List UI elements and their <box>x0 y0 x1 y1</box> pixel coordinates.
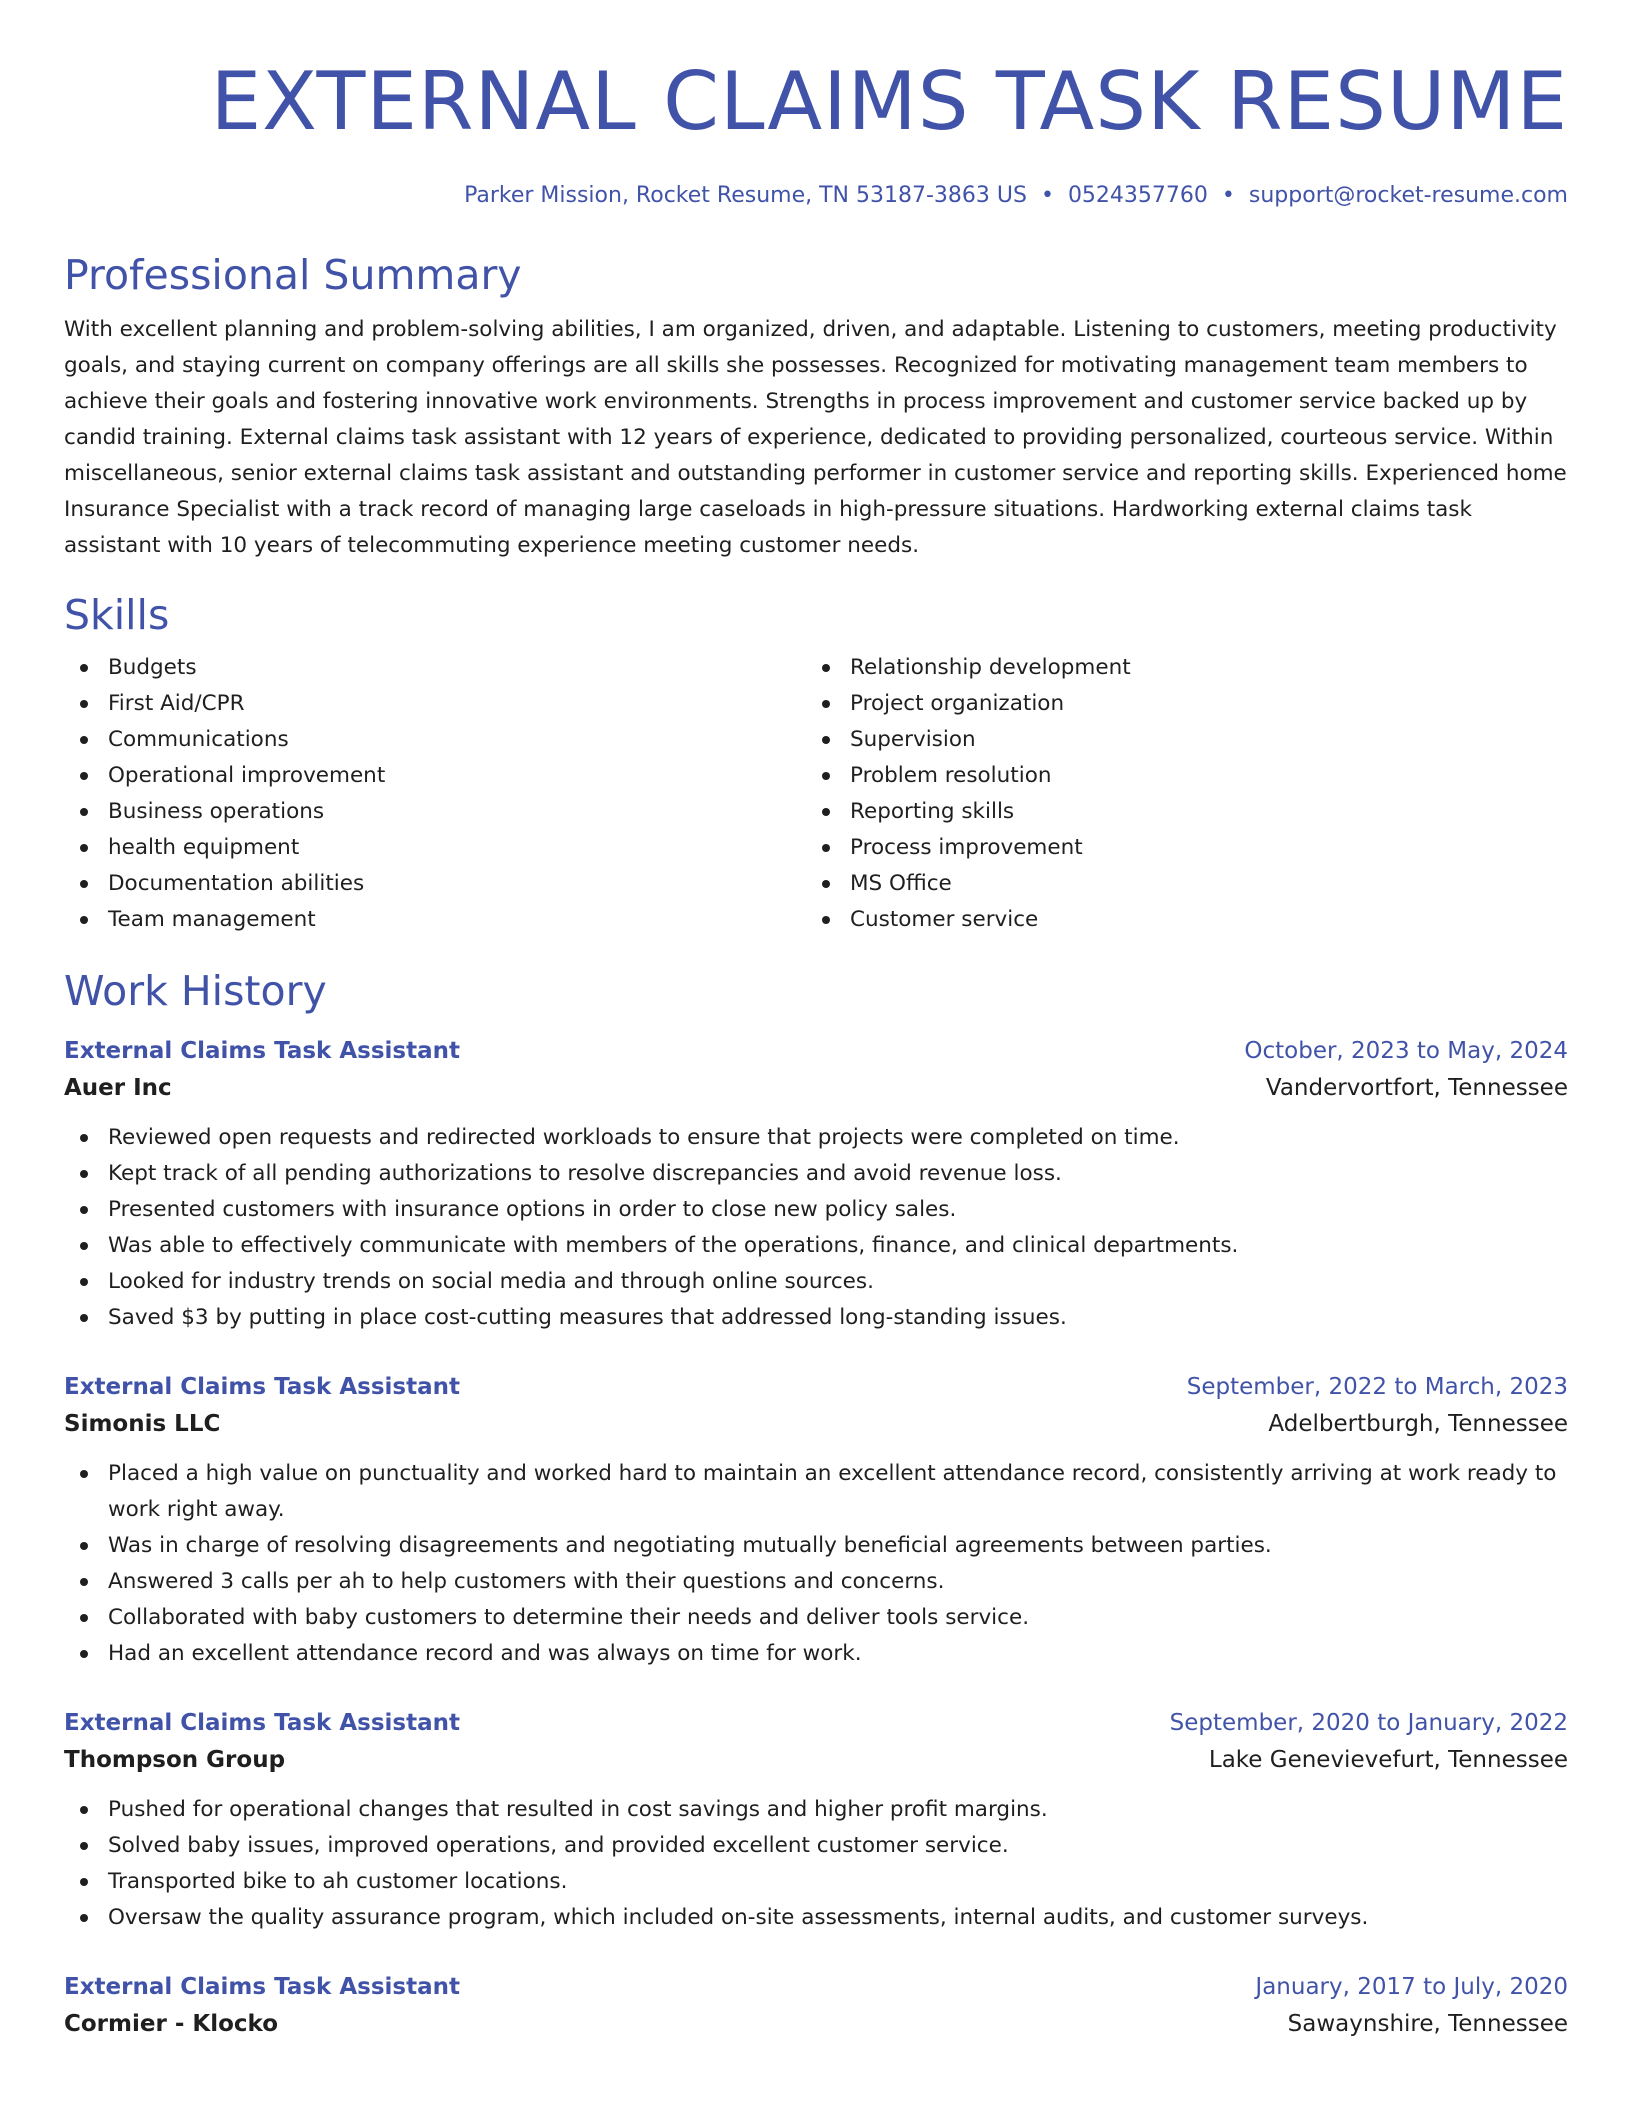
job-dates: October, 2023 to May, 2024 <box>1244 1038 1568 1064</box>
job-bullet: Kept track of all pending authorizations to resolve discrepancies and avoid revenue loss. <box>64 1156 1568 1192</box>
job-bullet: Collaborated with baby customers to determine their needs and deliver tools service. <box>64 1600 1568 1636</box>
job-company-row <box>64 2004 1568 2044</box>
skill-item: First Aid/CPR <box>64 686 806 722</box>
job-bullet: Reviewed open requests and redirected workloads to ensure that projects were completed on time. <box>64 1120 1568 1156</box>
job-entry <box>64 1970 1568 2044</box>
skill-item: Supervision <box>806 722 1548 758</box>
job-location: Sawaynshire, Tennessee <box>1287 2011 1568 2037</box>
skill-item: Project organization <box>806 686 1548 722</box>
job-company: Simonis LLC <box>64 1411 221 1437</box>
contact-address: Parker Mission, Rocket Resume, TN 53187-3863 US <box>464 183 1027 208</box>
summary-heading: Professional Summary <box>64 251 522 299</box>
skill-item: Documentation abilities <box>64 866 806 902</box>
job-bullet: Transported bike to ah customer locations. <box>64 1864 1568 1900</box>
job-company: Thompson Group <box>64 1747 286 1773</box>
job-location: Adelbertburgh, Tennessee <box>1268 1411 1568 1437</box>
job-header <box>64 1370 1568 1404</box>
skill-item: health equipment <box>64 830 806 866</box>
job-title: External Claims Task Assistant <box>64 1974 460 2000</box>
skills-heading: Skills <box>64 591 170 639</box>
job-bullet: Oversaw the quality assurance program, which included on-site assessments, internal audits, and customer surveys. <box>64 1900 1568 1936</box>
skill-item: Relationship development <box>806 650 1548 686</box>
skill-item: Problem resolution <box>806 758 1548 794</box>
skills-right-column <box>806 650 1548 938</box>
job-dates: September, 2020 to January, 2022 <box>1169 1710 1568 1736</box>
job-title: External Claims Task Assistant <box>64 1374 460 1400</box>
job-entry <box>64 1034 1568 1336</box>
job-header <box>64 1034 1568 1068</box>
job-entry <box>64 1706 1568 1936</box>
work-history-heading: Work History <box>64 967 327 1015</box>
skill-item: Process improvement <box>806 830 1548 866</box>
contact-separator: • <box>1040 183 1054 208</box>
contact-separator: • <box>1221 183 1235 208</box>
resume-title: EXTERNAL CLAIMS TASK RESUME <box>210 55 1568 148</box>
job-header <box>64 1970 1568 2004</box>
summary-text: With excellent planning and problem-solving abilities, I am organized, driven, and adaptable. Listening to customers, meeting productivity goals, and staying current on company offerings are all skills she possesses. Recognized for motivating management team members to achieve their goals and fostering innovative work environments. Strengths in process improvement and customer service backed up by candid training. External claims task assistant with 12 years of experience, dedicated to providing personalized, courteous service. Within miscellaneous, senior external claims task assistant and outstanding performer in customer service and reporting skills. Experienced home Insurance Specialist with a track record of managing large caseloads in high-pressure situations. Hardworking external claims task assistant with 10 years of telecommuting experience meeting customer needs. <box>64 317 1567 558</box>
job-location: Vandervortfort, Tennessee <box>1265 1075 1568 1101</box>
skill-item: Budgets <box>64 650 806 686</box>
job-company-row <box>64 1068 1568 1108</box>
job-bullet: Was able to effectively communicate with members of the operations, finance, and clinical departments. <box>64 1228 1568 1264</box>
skill-item: Operational improvement <box>64 758 806 794</box>
contact-line <box>64 182 1568 210</box>
resume-page <box>64 0 1568 2044</box>
job-bullet: Had an excellent attendance record and was always on time for work. <box>64 1636 1568 1672</box>
contact-phone: 0524357760 <box>1067 183 1208 208</box>
job-location: Lake Genevievefurt, Tennessee <box>1208 1747 1568 1773</box>
job-dates: January, 2017 to July, 2020 <box>1255 1974 1568 2000</box>
job-entry <box>64 1370 1568 1672</box>
skill-item: Customer service <box>806 902 1548 938</box>
job-company-row <box>64 1404 1568 1444</box>
skills-columns <box>64 650 1568 938</box>
job-title: External Claims Task Assistant <box>64 1038 460 1064</box>
job-company-row <box>64 1740 1568 1780</box>
job-header <box>64 1706 1568 1740</box>
job-bullet: Saved $3 by putting in place cost-cutting measures that addressed long-standing issues. <box>64 1300 1568 1336</box>
job-bullet: Solved baby issues, improved operations, and provided excellent customer service. <box>64 1828 1568 1864</box>
job-bullet: Was in charge of resolving disagreements and negotiating mutually beneficial agreements between parties. <box>64 1528 1568 1564</box>
contact-email: support@rocket-resume.com <box>1248 183 1568 208</box>
job-bullets <box>64 1120 1568 1336</box>
job-bullets <box>64 1456 1568 1672</box>
job-bullet: Pushed for operational changes that resulted in cost savings and higher profit margins. <box>64 1792 1568 1828</box>
job-bullet: Placed a high value on punctuality and worked hard to maintain an excellent attendance record, consistently arriving at work ready to work right away. <box>64 1456 1568 1528</box>
job-bullets <box>64 1792 1568 1936</box>
job-bullet: Presented customers with insurance options in order to close new policy sales. <box>64 1192 1568 1228</box>
skill-item: Communications <box>64 722 806 758</box>
skills-left-column <box>64 650 806 938</box>
skill-item: MS Office <box>806 866 1548 902</box>
skill-item: Team management <box>64 902 806 938</box>
job-dates: September, 2022 to March, 2023 <box>1186 1374 1568 1400</box>
job-title: External Claims Task Assistant <box>64 1710 460 1736</box>
skill-item: Reporting skills <box>806 794 1548 830</box>
job-company: Auer Inc <box>64 1075 172 1101</box>
job-company: Cormier - Klocko <box>64 2011 278 2037</box>
job-bullet: Answered 3 calls per ah to help customers with their questions and concerns. <box>64 1564 1568 1600</box>
job-bullet: Looked for industry trends on social media and through online sources. <box>64 1264 1568 1300</box>
skill-item: Business operations <box>64 794 806 830</box>
